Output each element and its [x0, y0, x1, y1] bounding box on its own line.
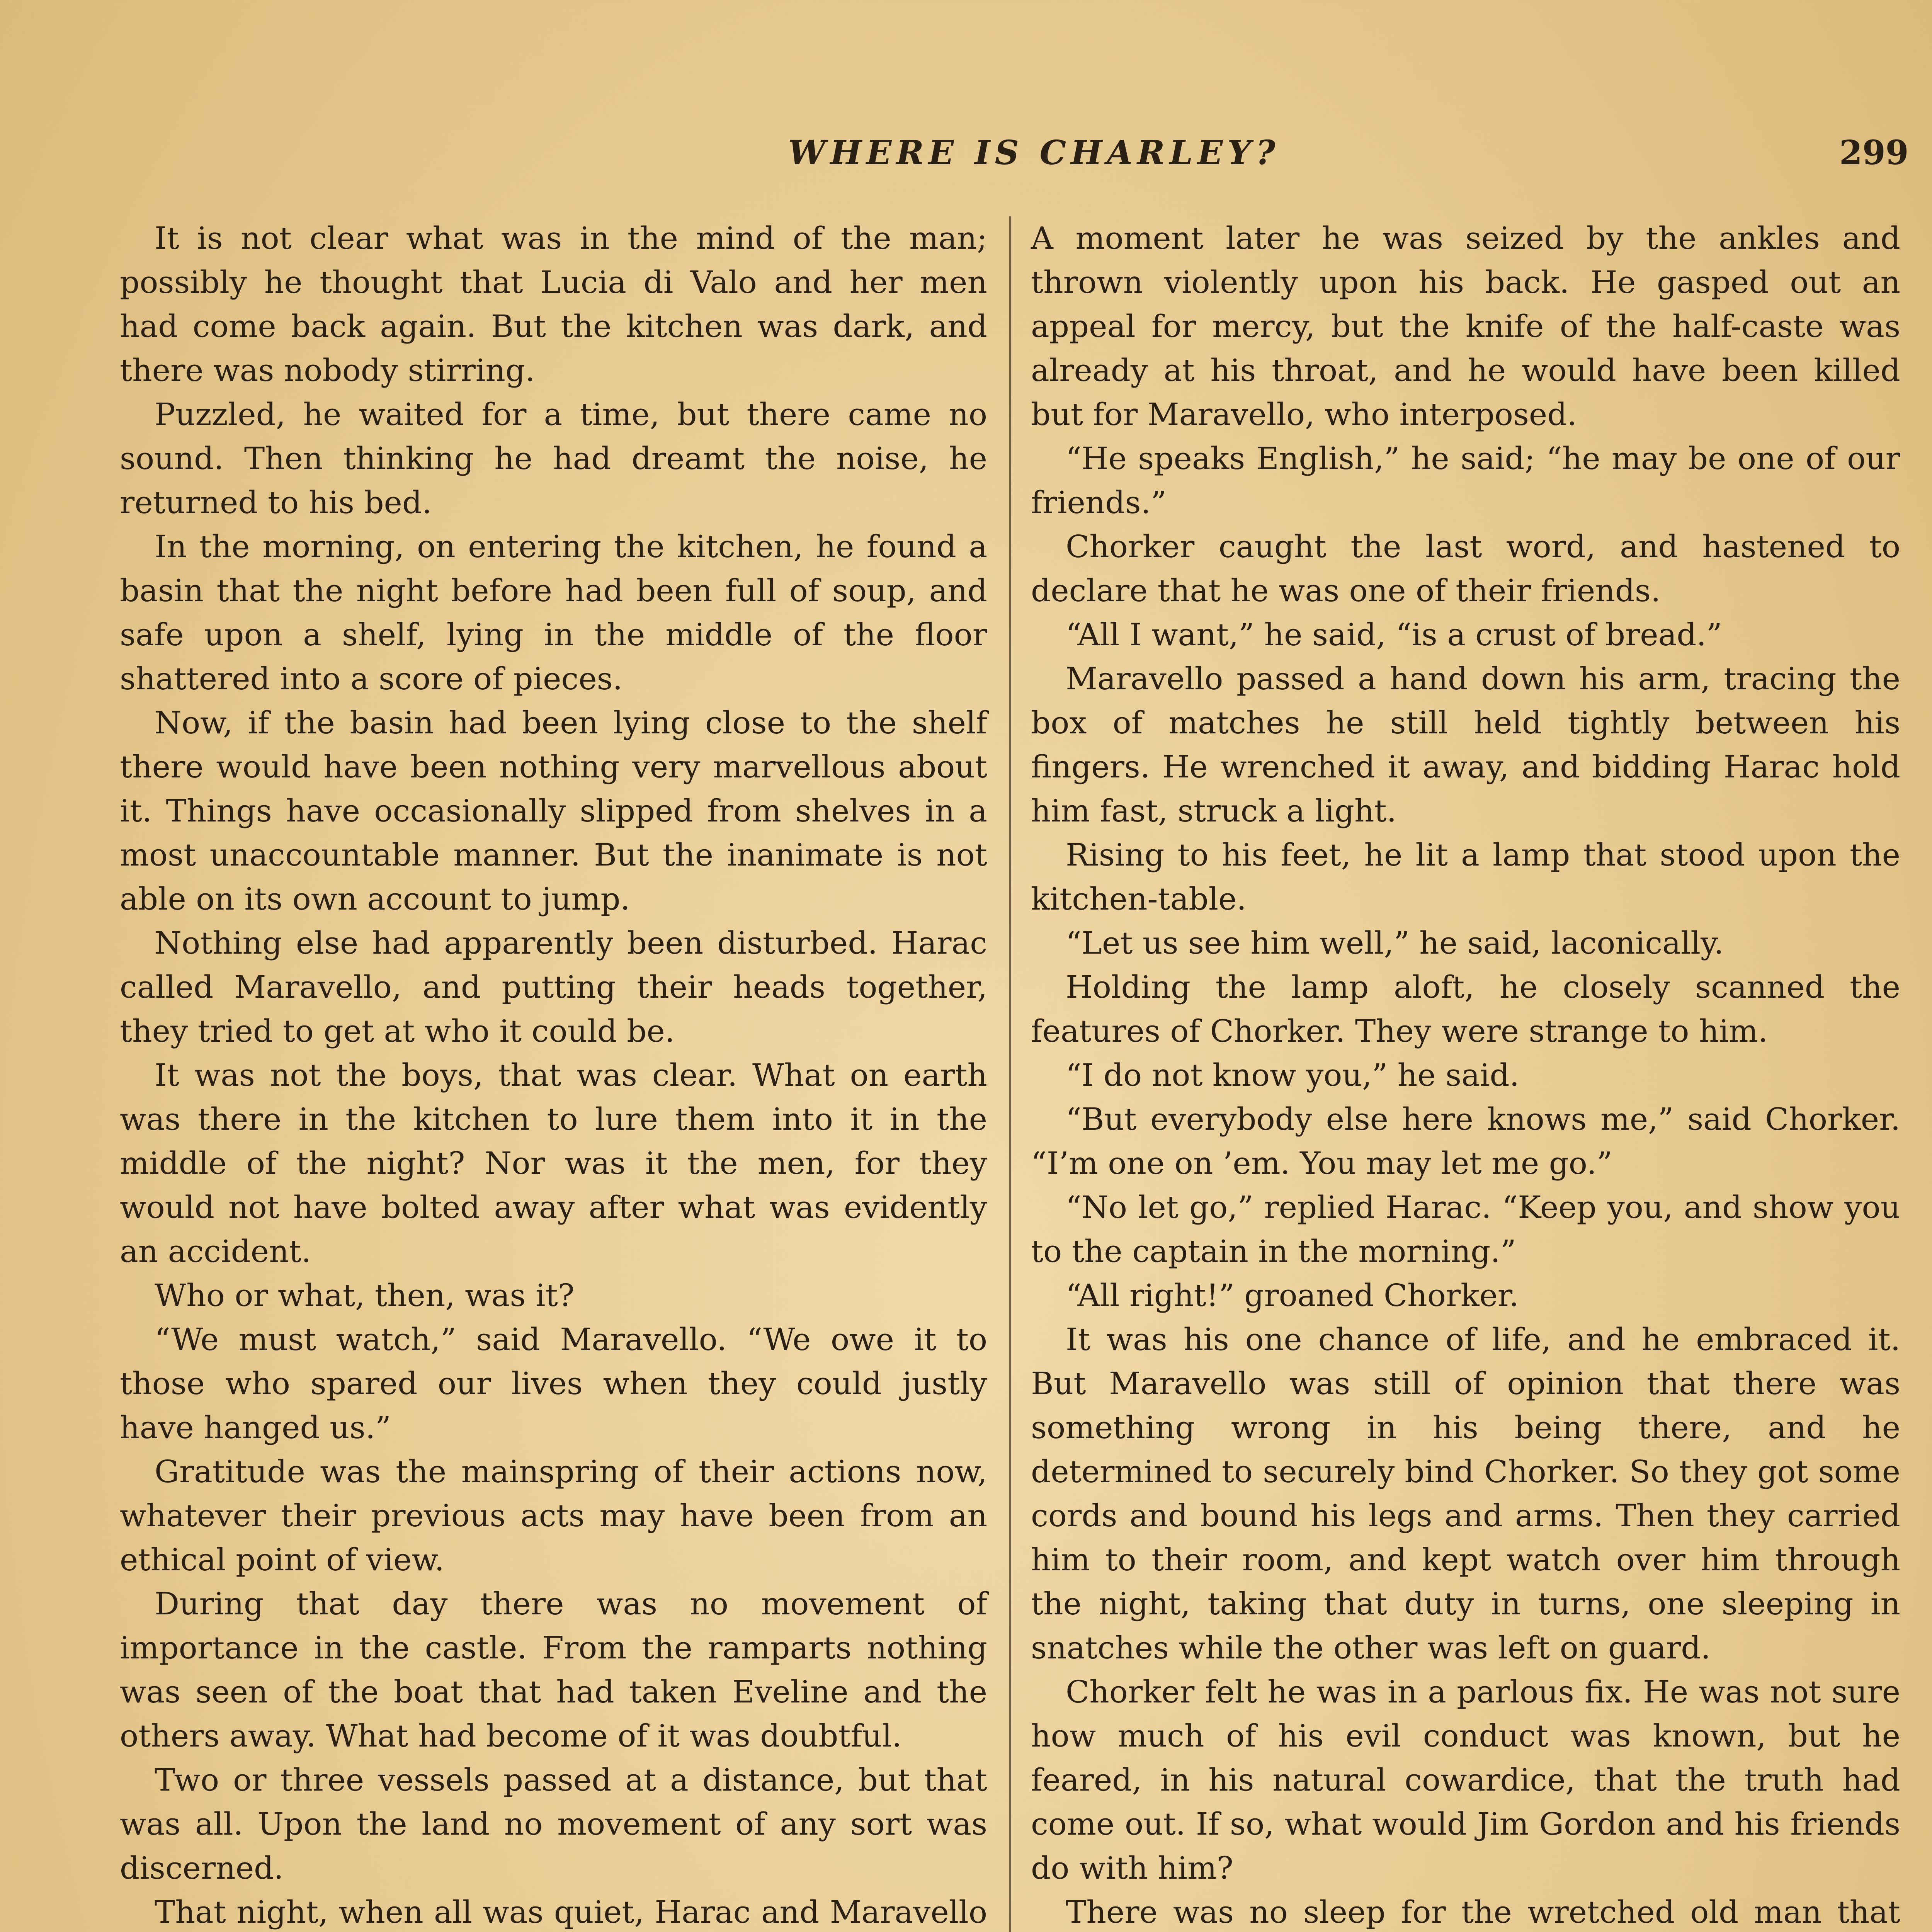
- paragraph: Maravello passed a hand down his arm, tracing the box of matches he still held tightly between his fingers. He wrenched it away, and bidding Harac hold him fast, struck a light.: [1031, 661, 1900, 829]
- paragraph: During that day there was no movement of importance in the castle. From the ramparts nothing was seen of the boat that had taken Eveline and the others away. What had become of it was doubtful.: [120, 1586, 987, 1754]
- paragraph: Rising to his feet, he lit a lamp that stood upon the kitchen-table.: [1031, 837, 1900, 917]
- paragraph: “All right!” groaned Chorker.: [1066, 1277, 1519, 1313]
- paragraph: It was his one chance of life, and he embraced it. But Maravello was still of opinion that there was something wrong in his being there, and he determined to securely bind Chorker. So they got some cords and bound his legs and arms. Then they carried him to their room, and kept watch over him through the night, taking that duty in turns, one sleeping in snatches while the other was left on guard.: [1031, 1321, 1900, 1666]
- paragraph: “All I want,” he said, “is a crust of bread.”: [1066, 617, 1722, 653]
- paragraph: Two or three vessels passed at a distance, but that was all. Upon the land no movement of any sort was discerned.: [120, 1762, 987, 1886]
- running-header: [0, 133, 1932, 180]
- paragraph: In the morning, on entering the kitchen, he found a basin that the night before had been full of soup, and safe upon a shelf, lying in the middle of the floor shattered into a score of pieces.: [120, 529, 987, 697]
- paragraph: “He speaks English,” he said; “he may be one of our friends.”: [1031, 440, 1900, 520]
- paragraph: “But everybody else here knows me,” said Chorker. “I’m one on ’em. You may let me go.”: [1031, 1101, 1900, 1181]
- column-divider: [1009, 216, 1011, 1932]
- paragraph: Puzzled, he waited for a time, but there came no sound. Then thinking he had dreamt the noise, he returned to his bed.: [120, 396, 987, 520]
- paragraph: “No let go,” replied Harac. “Keep you, and show you to the captain in the morning.”: [1031, 1189, 1900, 1269]
- paragraph: Gratitude was the mainspring of their actions now, whatever their previous acts may have been from an ethical point of view.: [120, 1454, 987, 1578]
- paragraph: “We must watch,” said Maravello. “We owe it to those who spared our lives when they could justly have hanged us.”: [120, 1321, 987, 1446]
- page-number: 299: [1839, 133, 1909, 172]
- paragraph: There was no sleep for the wretched old man that: [1066, 1894, 1900, 1930]
- paragraph: Chorker felt he was in a parlous fix. He was not sure how much of his evil conduct was known, but he feared, in his natural cowardice, that the truth had come out. If so, what would Jim Gordon and his friends do with him?: [1031, 1674, 1900, 1886]
- running-title: WHERE IS CHARLEY?: [788, 133, 1280, 172]
- paragraph: A moment later he was seized by the ankles and thrown violently upon his back. He gasped out an appeal for mercy, but the knife of the half-caste was already at his throat, and he would have been killed but for Maravello, who interposed.: [1031, 220, 1900, 432]
- paragraph: Who or what, then, was it?: [155, 1277, 575, 1313]
- left-column: [120, 216, 987, 1932]
- paragraph: Now, if the basin had been lying close to the shelf there would have been nothing very marvellous about it. Things have occasionally slipped from shelves in a most unaccountable manner. But the inanimate is not able on its own account to jump.: [120, 705, 987, 917]
- paragraph: Nothing else had apparently been disturbed. Harac called Maravello, and putting their heads together, they tried to get at who it could be.: [120, 925, 987, 1049]
- paragraph: Chorker caught the last word, and hastened to declare that he was one of their friends.: [1031, 529, 1900, 609]
- paragraph: “I do not know you,” he said.: [1066, 1057, 1519, 1093]
- paragraph: It is not clear what was in the mind of the man; possibly he thought that Lucia di Valo and her men had come back again. But the kitchen was dark, and there was nobody stirring.: [120, 220, 987, 388]
- paragraph: Holding the lamp aloft, he closely scanned the features of Chorker. They were strange to him.: [1031, 969, 1900, 1049]
- paragraph: It was not the boys, that was clear. What on earth was there in the kitchen to lure them into it in the middle of the night? Nor was it the men, for they would not have bolted away after what was evidently an accident.: [120, 1057, 987, 1269]
- paragraph: That night, when all was quiet, Harac and Maravello: [155, 1894, 987, 1930]
- paragraph: “Let us see him well,” he said, laconically.: [1066, 925, 1724, 961]
- right-column: [1031, 216, 1900, 1932]
